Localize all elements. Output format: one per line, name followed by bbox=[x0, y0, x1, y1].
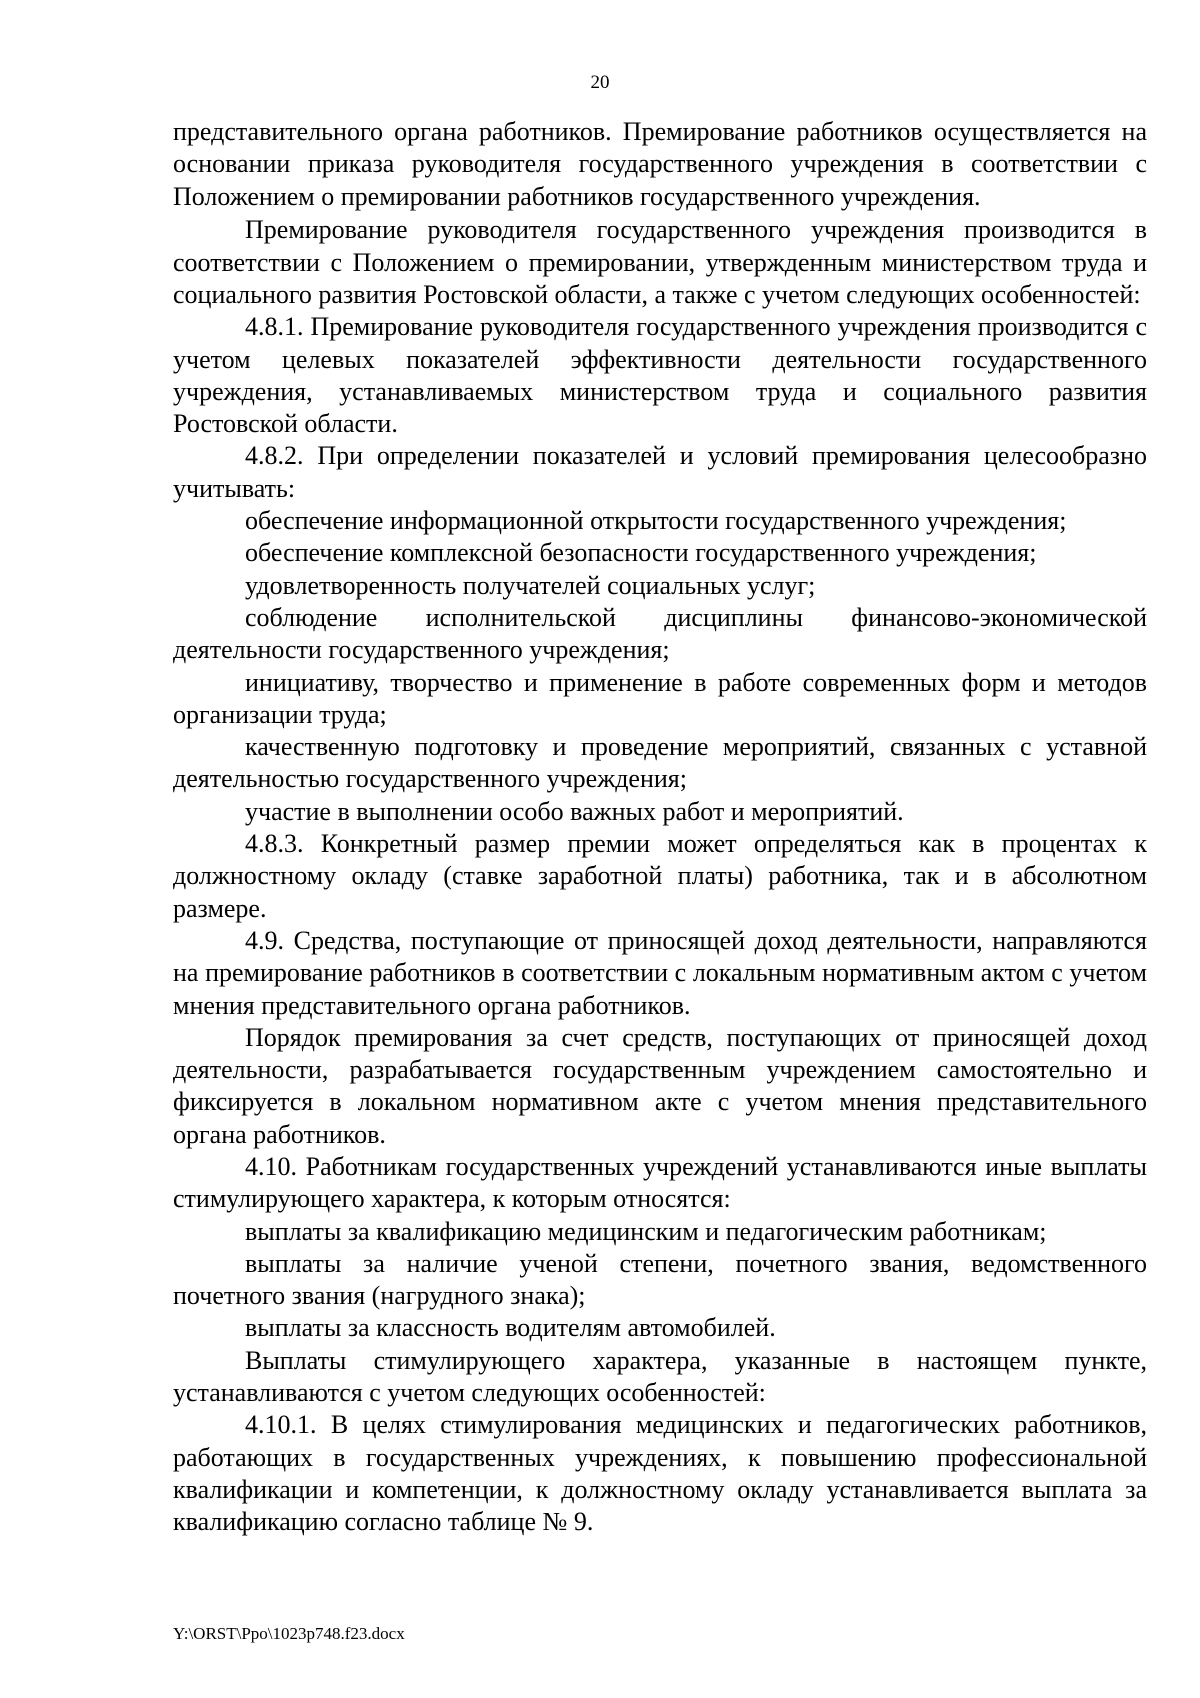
list-item: участие в выполнении особо важных работ и мероприятий. bbox=[245, 796, 904, 826]
list-item: выплаты за классность водителям автомобилей. bbox=[245, 1313, 776, 1343]
footer-file-path: Y:\ORST\Ppo\1023p748.f23.docx bbox=[173, 1624, 405, 1643]
paragraph: Порядок премирования за счет средств, поступающих от приносящей доход деятельности, разрабатывается государственным учреждением самостоятельно и фиксируется в локальном нормативном акте с учетом мнения представительного органа работников. bbox=[173, 1022, 1147, 1149]
paragraph: Выплаты стимулирующего характера, указанные в настоящем пункте, устанавливаются с учетом следующих особенностей: bbox=[173, 1345, 1147, 1408]
list-item: соблюдение исполнительской дисциплины финансово-экономической деятельности государственного учреждения; bbox=[173, 602, 1147, 665]
list-item: обеспечение комплексной безопасности государственного учреждения; bbox=[245, 538, 1037, 568]
paragraph: 4.9. Средства, поступающие от приносящей доход деятельности, направляются на премирование работников в соответствии с локальным нормативным актом с учетом мнения представительного органа работников. bbox=[173, 925, 1147, 1020]
page-number: 20 bbox=[590, 72, 610, 93]
list-item: удовлетворенность получателей социальных услуг; bbox=[245, 570, 816, 600]
list-item: качественную подготовку и проведение мероприятий, связанных с уставной деятельностью государственного учреждения; bbox=[173, 732, 1147, 794]
list-item: выплаты за квалификацию медицинским и педагогическим работникам; bbox=[245, 1216, 1047, 1246]
paragraph: Премирование руководителя государственного учреждения производится в соответствии с Положением о премировании, утвержденным министерством труда и социального развития Ростовской области, а также с учетом следующих особенностей: bbox=[173, 215, 1147, 309]
paragraph: 4.8.2. При определении показателей и условий премирования целесообразно учитывать: bbox=[173, 441, 1147, 503]
paragraph: 4.10.1. В целях стимулирования медицинских и педагогических работников, работающих в государственных учреждениях, к повышению профессиональной квалификации и компетенции, к должностному окладу устанавливается выплата за квалификацию согласно таблице № 9. bbox=[173, 1410, 1147, 1537]
list-item: инициативу, творчество и применение в работе современных форм и методов организации труда; bbox=[173, 667, 1147, 729]
paragraph: 4.10. Работникам государственных учреждений устанавливаются иные выплаты стимулирующего характера, к которым относятся: bbox=[173, 1152, 1147, 1214]
paragraph: представительного органа работников. Премирование работников осуществляется на основании приказа руководителя государственного учреждения в соответствии с Положением о премировании работников государственного учреждения. bbox=[173, 117, 1147, 211]
list-item: выплаты за наличие ученой степени, почетного звания, ведомственного почетного звания (нагрудного знака); bbox=[173, 1248, 1147, 1311]
paragraph: 4.8.1. Премирование руководителя государственного учреждения производится с учетом целевых показателей эффективности деятельности государственного учреждения, устанавливаемых министерством труда и социального развития Ростовской области. bbox=[173, 312, 1147, 439]
paragraph: 4.8.3. Конкретный размер премии может определяться как в процентах к должностному окладу (ставке заработной платы) работника, так и в абсолютном размере. bbox=[173, 829, 1147, 923]
list-item: обеспечение информационной открытости государственного учреждения; bbox=[245, 506, 1067, 536]
document-body bbox=[173, 116, 1147, 1539]
